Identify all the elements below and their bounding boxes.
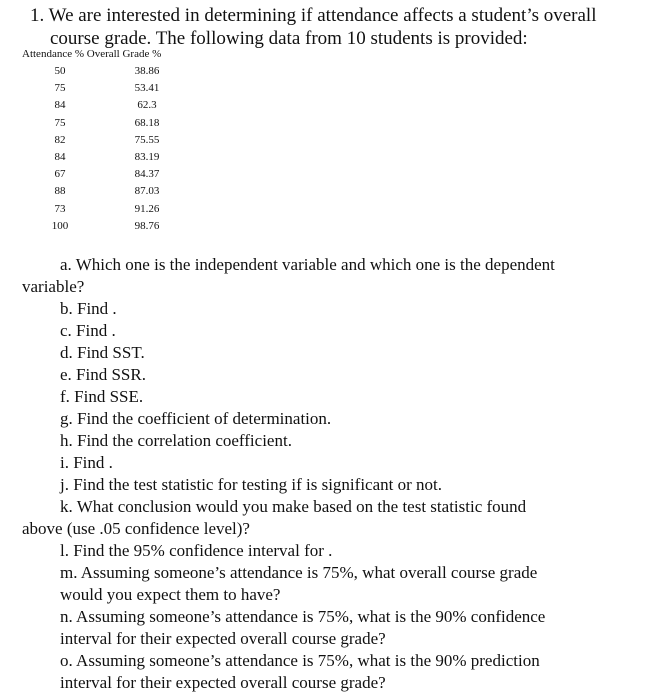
attendance-cell: 73 (54, 202, 66, 215)
part-m-line-2: would you expect them to have? (60, 585, 281, 604)
part-k-continued: above (use .05 confidence level)? (22, 519, 250, 538)
part-j: j. Find the test statistic for testing if is significant or not. (60, 475, 442, 494)
grade-cell: 84.37 (134, 168, 160, 181)
attendance-cell: 84 (54, 150, 66, 163)
grade-cell: 91.26 (134, 202, 160, 215)
part-a-line-1: a. Which one is the independent variable and which one is the dependent (60, 255, 555, 274)
table-row (22, 132, 161, 149)
grade-cell: 62.3 (137, 99, 157, 112)
grade-cell: 83.19 (134, 150, 160, 163)
part-m (22, 562, 642, 606)
part-n-line-1: n. Assuming someone’s attendance is 75%, what is the 90% confidence (60, 607, 546, 626)
table-row (22, 149, 161, 166)
question-line-2: course grade. The following data from 10 students is provided: (50, 28, 528, 49)
attendance-cell: 84 (54, 99, 66, 112)
table-row (22, 80, 161, 97)
attendance-cell: 50 (54, 65, 66, 77)
table-row (22, 97, 161, 114)
attendance-cell: 100 (51, 219, 69, 232)
grade-cell: 87.03 (134, 185, 160, 198)
part-d: d. Find SST. (60, 343, 145, 362)
attendance-cell: 75 (54, 82, 66, 95)
attendance-cell: 75 (54, 116, 66, 129)
table-row (22, 63, 161, 80)
question-line-1: 1. We are interested in determining if attendance affects a student’s overall (30, 5, 597, 26)
table-rows (22, 63, 161, 235)
attendance-cell: 88 (54, 185, 66, 198)
grade-cell: 53.41 (134, 82, 160, 95)
grade-cell: 98.76 (134, 219, 160, 232)
part-l: l. Find the 95% confidence interval for . (60, 541, 333, 560)
part-a-continued (22, 276, 642, 298)
part-h: h. Find the correlation coefficient. (60, 431, 292, 450)
table-row (22, 218, 161, 235)
part-c: c. Find . (60, 321, 116, 340)
grade-cell: 68.18 (134, 116, 160, 129)
grade-cell: 38.86 (134, 65, 160, 77)
table-row (22, 166, 161, 183)
table-header: Attendance % Overall Grade % (22, 48, 162, 60)
part-e: e. Find SSR. (60, 365, 146, 384)
part-i: i. Find . (60, 453, 113, 472)
part-g: g. Find the coefficient of determination. (60, 409, 332, 428)
attendance-cell: 82 (54, 133, 66, 146)
question-heading (30, 4, 642, 50)
table-row (22, 201, 161, 218)
part-n-line-2: interval for their expected overall course grade? (60, 629, 386, 648)
part-o-line-2: interval for their expected overall course grade? (60, 673, 386, 692)
part-o (22, 650, 642, 694)
part-b: b. Find . (60, 299, 117, 318)
part-a-line-2: variable? (22, 277, 85, 296)
table-row (22, 115, 161, 132)
part-a (22, 254, 642, 276)
part-f: f. Find SSE. (60, 387, 144, 406)
attendance-cell: 67 (54, 168, 66, 181)
grade-cell: 75.55 (134, 133, 160, 146)
table-row (22, 183, 161, 200)
data-table (22, 46, 161, 235)
part-m-line-1: m. Assuming someone’s attendance is 75%, what overall course grade (60, 563, 538, 582)
question-parts (22, 254, 642, 694)
part-k: k. What conclusion would you make based on the test statistic found (60, 497, 527, 516)
part-o-line-1: o. Assuming someone’s attendance is 75%, what is the 90% prediction (60, 651, 540, 670)
part-n (22, 606, 642, 650)
